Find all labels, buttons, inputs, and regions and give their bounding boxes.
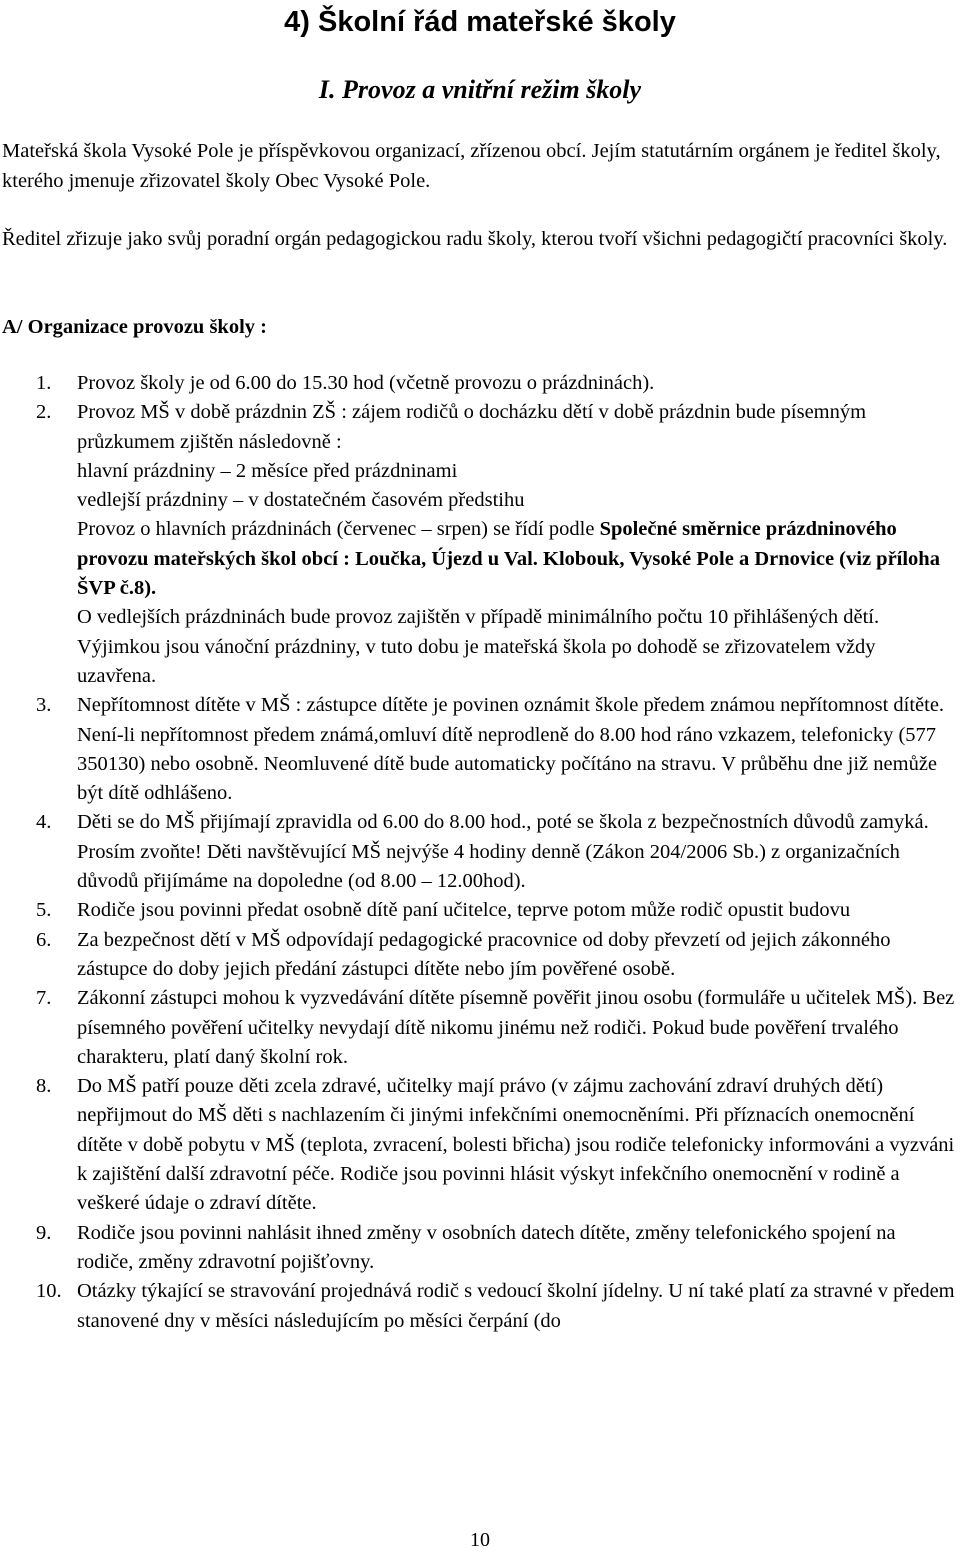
list-item-number: 6. [36, 928, 52, 951]
rules-list [0, 369, 960, 1336]
list-item-number: 10. [36, 1280, 62, 1303]
list-item-text: Do MŠ patří pouze děti zcela zdravé, učitelky mají právo (v zájmu zachování zdraví druhých dětí) nepřijmout do MŠ děti s nachlazením či jinými infekčními onemocněními. Při příznacích onemocnění dítěte v době pobytu v MŠ (teplota, zvracení, bolesti břicha) jsou rodiče telefonicky informováni a vyzváni k zajištění další zdravotní péče. Rodiče jsou povinni hlásit výskyt infekčního onemocnění v rodině a veškeré údaje o zdraví dítěte. [77, 1075, 955, 1215]
list-item-text: O vedlejších prázdninách bude provoz zajištěn v případě minimálního počtu 10 přihlášených dětí. Výjimkou jsou vánoční prázdniny, v tuto dobu je mateřská škola po dohodě se zřizovatelem vždy uzavřena. [77, 606, 880, 687]
list-item [0, 369, 960, 398]
list-item-number: 5. [36, 899, 52, 922]
list-item-text: hlavní prázdniny – 2 měsíce před prázdninami [77, 459, 458, 482]
intro-paragraph-1: Mateřská škola Vysoké Pole je příspěvkovou organizací, zřízenou obcí. Jejím statutárním orgánem je ředitel školy, kterého jmenuje zřizovatel školy Obec Vysoké Pole. [2, 140, 941, 192]
intro-paragraph-2: Ředitel zřizuje jako svůj poradní orgán pedagogickou radu školy, kterou tvoří všichni pedagogičtí pracovníci školy. [2, 228, 948, 250]
list-item-number: 3. [36, 694, 52, 717]
list-item-text: Děti se do MŠ přijímají zpravidla od 6.00 do 8.00 hod., poté se škola z bezpečnostních důvodů zamyká. Prosím zvoňte! Děti navštěvující MŠ nejvýše 4 hodiny denně (Zákon 204/2006 Sb.) z organizačních důvodů přijímáme na dopoledne (od 8.00 – 12.00hod). [77, 811, 929, 893]
list-item-number: 7. [36, 987, 52, 1010]
document-title: 4) Školní řád mateřské školy [284, 6, 676, 38]
list-item [0, 984, 960, 1072]
list-item-text: Zákonní zástupci mohou k vyzvedávání dítěte písemně pověřit jinou osobu (formuláře u učitelek MŠ). Bez písemného pověření učitelky nevydají dítě nikomu jinému než rodiči. Pokud bude pověření trvalého charakteru, platí daný školní rok. [77, 987, 955, 1068]
list-item [0, 691, 960, 808]
list-item [0, 1219, 960, 1278]
list-item [0, 1277, 960, 1336]
list-item-number: 2. [36, 401, 52, 424]
list-item [0, 1072, 960, 1218]
list-item-text: Rodiče jsou povinni předat osobně dítě paní učitelce, teprve potom může rodič opustit budovu [77, 899, 851, 922]
list-item-text: vedlejší prázdniny – v dostatečném časovém předstihu [77, 489, 525, 512]
list-item-text [77, 515, 957, 603]
list-item-number: 1. [36, 372, 52, 394]
list-item-text: Otázky týkající se stravování projednává rodič s vedoucí školní jídelny. U ní také platí za stravné v předem stanovené dny v měsíci následujícím po měsíci čerpání (do [77, 1280, 955, 1332]
list-item-text: Provoz školy je od 6.00 do 15.30 hod (včetně provozu o prázdninách). [77, 372, 655, 394]
list-item [0, 896, 960, 925]
list-item [0, 398, 960, 691]
list-item-text: Rodiče jsou povinni nahlásit ihned změny v osobních datech dítěte, změny telefonického spojení na rodiče, změny zdravotní pojišťovny. [77, 1221, 896, 1273]
list-item-number: 4. [36, 811, 52, 834]
list-item-number: 9. [36, 1221, 52, 1244]
list-item-text-bold: Společné směrnice prázdninového provozu mateřských škol obcí : Loučka, Újezd u Val. Klobouk, Vysoké Pole a Drnovice (viz příloha ŠVP č.8). [77, 518, 940, 600]
list-item [0, 926, 960, 985]
section-subtitle: I. Provoz a vnitřní režim školy [318, 75, 642, 104]
list-item-text: Provoz MŠ v době prázdnin ZŠ : zájem rodičů o docházku dětí v době prázdnin bude písemným průzkumem zjištěn následovně : [77, 401, 867, 453]
list-item-number: 8. [36, 1075, 52, 1098]
page-number: 10 [470, 1529, 490, 1551]
list-item [0, 808, 960, 896]
list-item-text: Nepřítomnost dítěte v MŠ : zástupce dítěte je povinen oznámit škole předem známou nepřítomnost dítěte. Není-li nepřítomnost předem známá,omluví dítě neprodleně do 8.00 hod ráno vzkazem, telefonicky (577 350130) nebo osobně. Neomluvené dítě bude automaticky počítáno na stravu. V průběhu dne již nemůže být dítě odhlášeno. [77, 694, 945, 805]
list-item-text-regular: Provoz o hlavních prázdninách (červenec – srpen) se řídí podle [77, 518, 600, 541]
organization-heading: A/ Organizace provozu školy : [2, 316, 267, 338]
list-item-text: Za bezpečnost dětí v MŠ odpovídají pedagogické pracovnice od doby převzetí od jejich zákonného zástupce do doby jejich předání zástupci dítěte nebo jím pověřené osobě. [77, 928, 891, 980]
